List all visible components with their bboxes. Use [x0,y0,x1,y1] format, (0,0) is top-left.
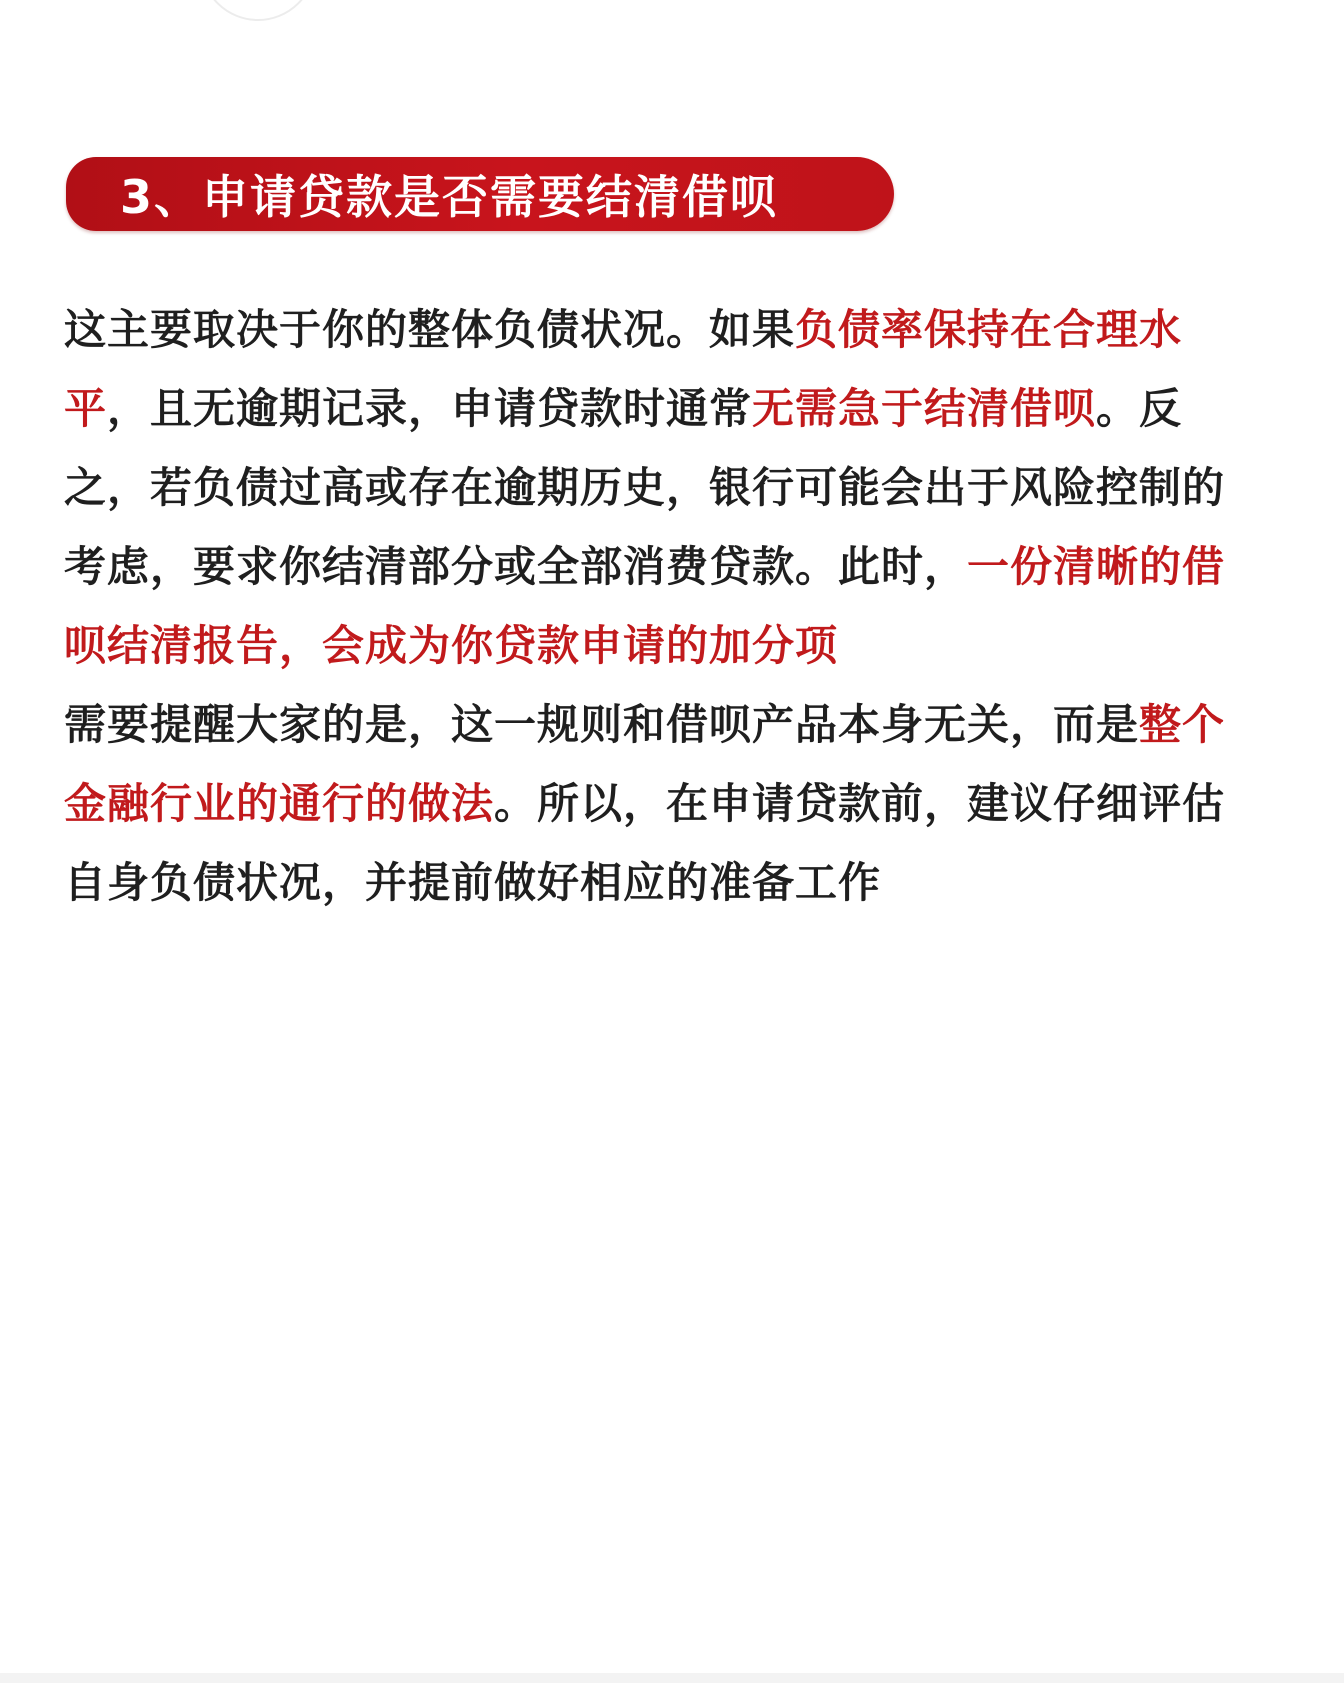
paragraph2-highlight-1: 整个金融行业的通行的做法 [64,700,1226,828]
article-body [64,290,1264,922]
paragraph2-text-1: 需要提醒大家的是，这一规则和借呗产品本身无关，而是 [64,700,1140,749]
paragraph-debt-status [64,290,1264,685]
paragraph1-text-2: ，且无逾期记录，申请贷款时通常 [107,384,753,433]
paragraph2-text-2: 。所以，在申请贷款前，建议仔细评估自身负债状况，并提前做好相应的准备工作 [64,779,1226,907]
section-header-banner [66,157,894,231]
bottom-strip [0,1673,1344,1683]
top-avatar-circle [200,0,316,21]
section-title: 3、申请贷款是否需要结清借呗 [120,170,779,224]
paragraph1-text-1: 这主要取决于你的整体负债状况。如果 [64,305,796,354]
paragraph1-highlight-1: 负债率保持在合理水平 [64,305,1183,433]
paragraph1-highlight-3: 一份清晰的借呗结清报告，会成为你贷款申请的加分项 [64,542,1226,670]
paragraph-reminder [64,685,1264,922]
paragraph1-text-3: 。反之，若负债过高或存在逾期历史，银行可能会出于风险控制的考虑，要求你结清部分或全部消费贷款。此时， [64,384,1226,591]
paragraph1-highlight-2: 无需急于结清借呗 [752,384,1097,433]
